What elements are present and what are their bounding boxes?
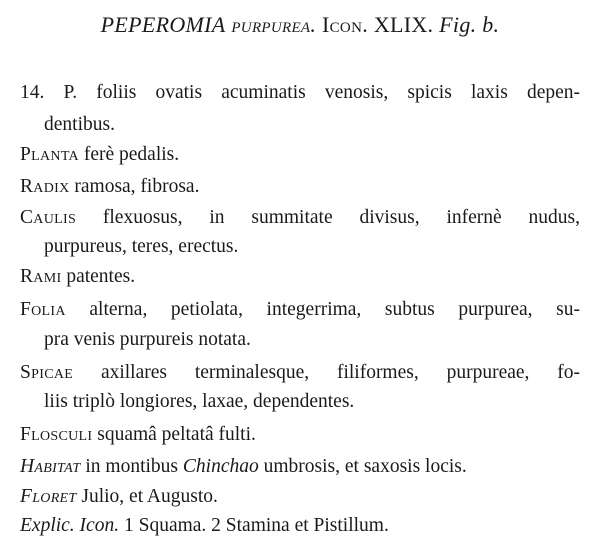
- rami-entry: [20, 265, 135, 289]
- floret-entry: [20, 485, 218, 509]
- flosculi-entry: [20, 423, 256, 447]
- rami-text: patentes.: [61, 266, 136, 287]
- radix-label: Radix: [20, 176, 70, 197]
- diagnosis-line-1: 14. P. foliis ovatis acuminatis venosis, spicis laxis depen-: [20, 82, 580, 103]
- spicae-entry-line-2: liis triplò longiores, laxae, dependentes.: [44, 391, 355, 412]
- folia-entry-line-1: [20, 298, 580, 322]
- rami-label: Rami: [20, 266, 62, 287]
- folia-entry-line-2: pra venis purpureis notata.: [44, 329, 251, 350]
- genus-name: PEPEROMIA: [100, 12, 226, 37]
- figure-label: Fig. b.: [439, 12, 500, 37]
- species-name: purpurea.: [231, 12, 317, 37]
- icon-label: Icon.: [322, 12, 368, 37]
- flosculi-text: squamâ peltatâ fulti.: [92, 424, 256, 445]
- floret-label: Floret: [20, 486, 77, 507]
- planta-text: ferè pedalis.: [78, 144, 180, 165]
- floret-text: Julio, et Augusto.: [76, 486, 218, 507]
- habitat-place: Chinchao: [182, 456, 259, 477]
- planta-entry: [20, 143, 179, 167]
- explic-label: Explic. Icon.: [20, 515, 120, 536]
- habitat-label: Habitat: [20, 456, 81, 477]
- caulis-label: Caulis: [20, 207, 77, 228]
- explic-text: 1 Squama. 2 Stamina et Pistillum.: [119, 515, 389, 536]
- caulis-entry-line-1: [20, 206, 580, 230]
- caulis-text-1: flexuosus, in summitate divisus, infernè nudus,: [76, 207, 580, 228]
- page-title: [0, 12, 600, 38]
- caulis-entry-line-2: purpureus, teres, erectus.: [44, 236, 239, 257]
- spicae-entry-line-1: [20, 361, 580, 385]
- diagnosis-line-2: dentibus.: [44, 114, 115, 135]
- habitat-text-1: in montibus: [80, 456, 183, 477]
- spicae-text-1: axillares terminalesque, filiformes, purpureae, fo-: [73, 362, 580, 383]
- habitat-text-2: umbrosis, et saxosis locis.: [258, 456, 467, 477]
- plate-number: XLIX.: [373, 12, 434, 37]
- habitat-entry: [20, 455, 467, 479]
- folia-text-1: alterna, petiolata, integerrima, subtus purpurea, su-: [65, 299, 580, 320]
- flosculi-label: Flosculi: [20, 424, 93, 445]
- explic-entry: [20, 514, 389, 538]
- radix-text: ramosa, fibrosa.: [69, 176, 200, 197]
- radix-entry: [20, 175, 199, 199]
- folia-label: Folia: [20, 299, 66, 320]
- spicae-label: Spicae: [20, 362, 74, 383]
- planta-label: Planta: [20, 144, 79, 165]
